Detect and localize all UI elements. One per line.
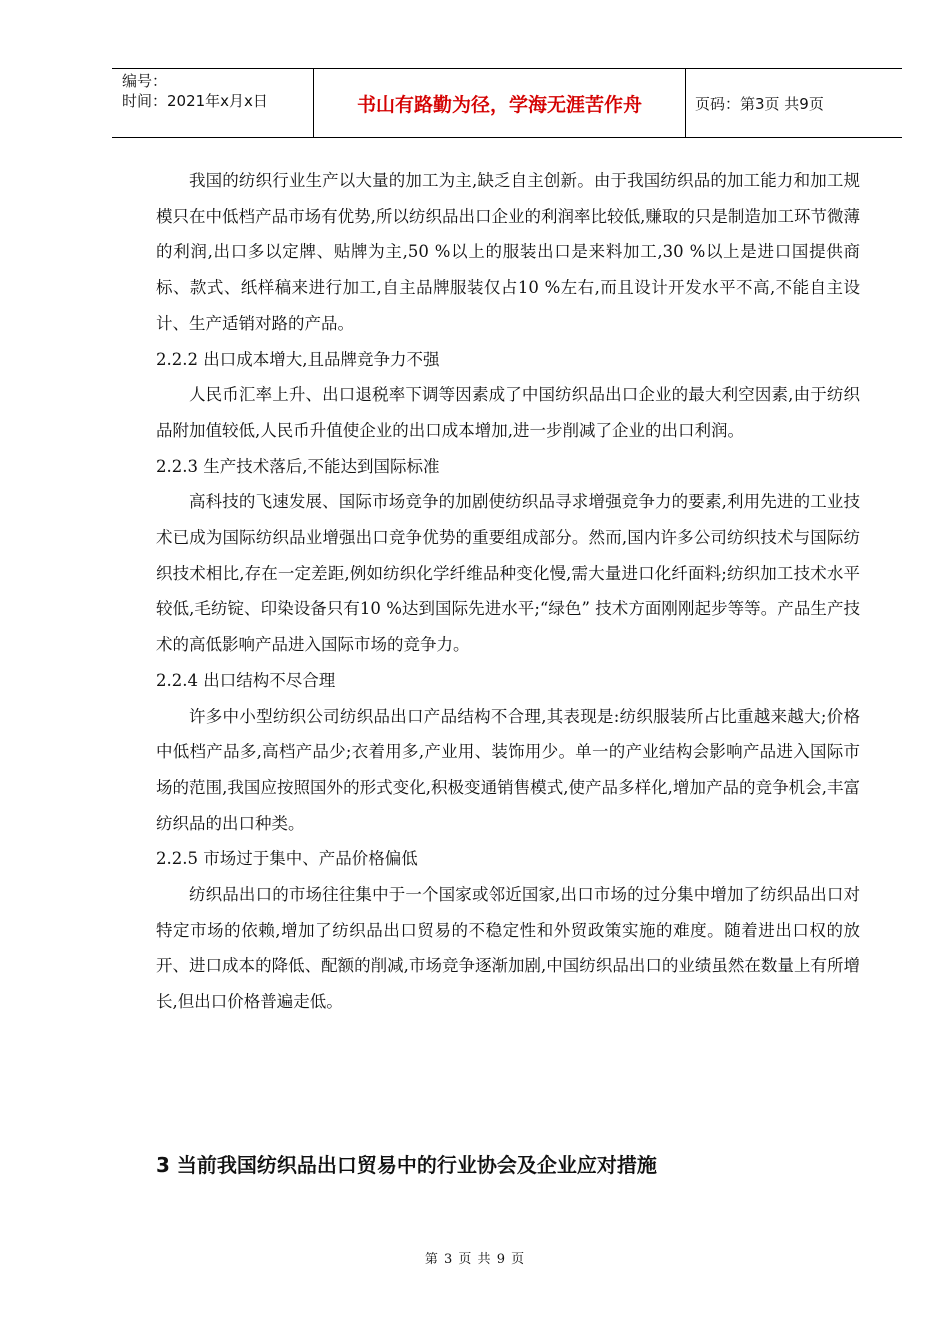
time-label: 时间：2021年x月x日	[122, 92, 268, 110]
header-page-label: 页码：第3页 共9页	[695, 94, 824, 113]
subsection-heading: 2.2.3 生产技术落后,不能达到国际标准	[156, 456, 440, 476]
paragraph: 许多中小型纺织公司纺织品出口产品结构不合理,其表现是:纺织服装所占比重越来越大;价格中低档产品多,高档产品少;衣着用多,产业用、装饰用少。单一的产业结构会影响产品进入国际市场的范围,我国应按照国外的形式变化,积极变通销售模式,使产品多样化,增加产品的竞争机会,丰富纺织品的出口种类。	[156, 706, 860, 833]
subsection-heading: 2.2.4 出口结构不尽合理	[156, 670, 336, 690]
page-header	[112, 68, 902, 138]
header-motto: 书山有路勤为径，学海无涯苦作舟	[356, 93, 642, 116]
subsection-heading: 2.2.5 市场过于集中、产品价格偏低	[156, 849, 418, 869]
paragraph: 人民币汇率上升、出口退税率下调等因素成了中国纺织品出口企业的最大利空因素,由于纺织品附加值较低,人民币升值使企业的出口成本增加,进一步削减了企业的出口利润。	[156, 385, 860, 440]
page-footer: 第 3 页 共 9 页	[424, 1252, 526, 1267]
header-motto-cell	[313, 69, 686, 137]
header-meta	[112, 69, 312, 137]
subsection-heading: 2.2.2 出口成本增大,且品牌竞争力不强	[156, 349, 440, 369]
section-heading: 3 当前我国纺织品出口贸易中的行业协会及企业应对措施	[156, 1153, 657, 1177]
paragraph: 纺织品出口的市场往往集中于一个国家或邻近国家,出口市场的过分集中增加了纺织品出口对特定市场的依赖,增加了纺织品出口贸易的不稳定性和外贸政策实施的难度。随着进出口权的放开、进口成本的降低、配额的削减,市场竞争逐渐加剧,中国纺织品出口的业绩虽然在数量上有所增长,但出口价格普遍走低。	[156, 885, 860, 1012]
paragraph: 高科技的飞速发展、国际市场竞争的加剧使纺织品寻求增强竞争力的要素,利用先进的工业技术已成为国际纺织品业增强出口竞争优势的重要组成部分。然而,国内许多公司纺织技术与国际纺织技术相比,存在一定差距,例如纺织化学纤维品种变化慢,需大量进口化纤面料;纺织加工技术水平较低,毛纺锭、印染设备只有10 %达到国际先进水平;“绿色” 技术方面刚刚起步等等。产品生产技术的高低影响产品进入国际市场的竞争力。	[156, 492, 860, 655]
number-label: 编号：	[122, 72, 168, 90]
document-body	[156, 163, 860, 1020]
paragraph: 我国的纺织行业生产以大量的加工为主,缺乏自主创新。由于我国纺织品的加工能力和加工规模只在中低档产品市场有优势,所以纺织品出口企业的利润率比较低,赚取的只是制造加工环节微薄的利润,出口多以定牌、贴牌为主,50 %以上的服装出口是来料加工,30 %以上是进口国提供商标、款式、纸样稿来进行加工,自主品牌服装仅占10 %左右,而且设计开发水平不高,不能自主设计、生产适销对路的产品。	[156, 171, 860, 333]
